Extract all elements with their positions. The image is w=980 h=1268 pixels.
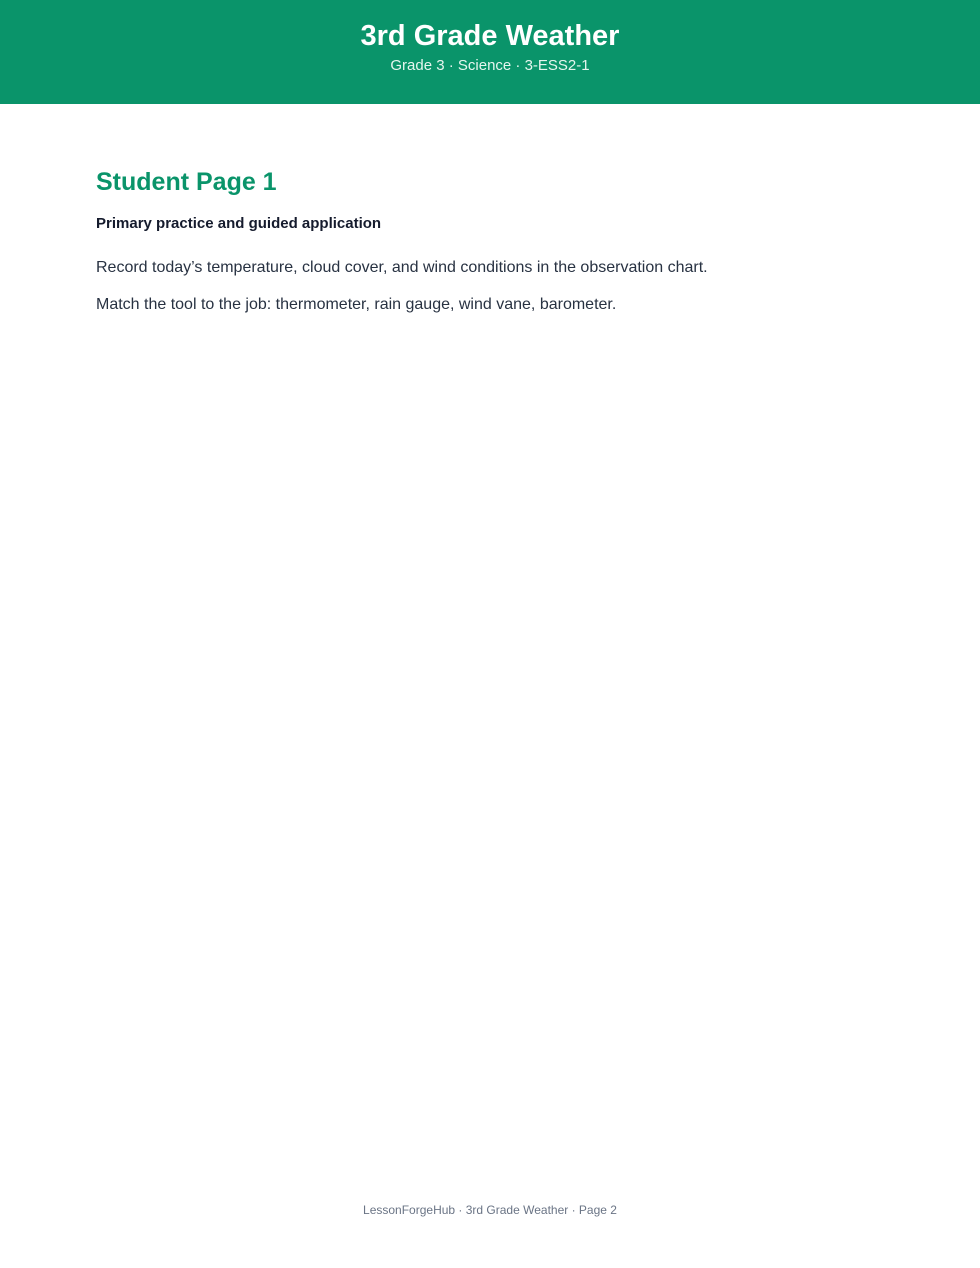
instruction-paragraph-2: Match the tool to the job: thermometer, rain gauge, wind vane, barometer. — [96, 296, 617, 313]
document-subtitle: Grade 3 · Science · 3-ESS2-1 — [390, 57, 590, 74]
section-title: Student Page 1 — [96, 168, 277, 196]
student-page-content — [96, 166, 886, 316]
section-subtitle: Primary practice and guided application — [96, 215, 382, 232]
page-footer: LessonForgeHub · 3rd Grade Weather · Page 2 — [363, 1203, 617, 1217]
document-header — [0, 0, 980, 104]
instruction-paragraph-1: Record today’s temperature, cloud cover, and wind conditions in the observation chart. — [96, 259, 708, 276]
document-title: 3rd Grade Weather — [360, 20, 620, 52]
